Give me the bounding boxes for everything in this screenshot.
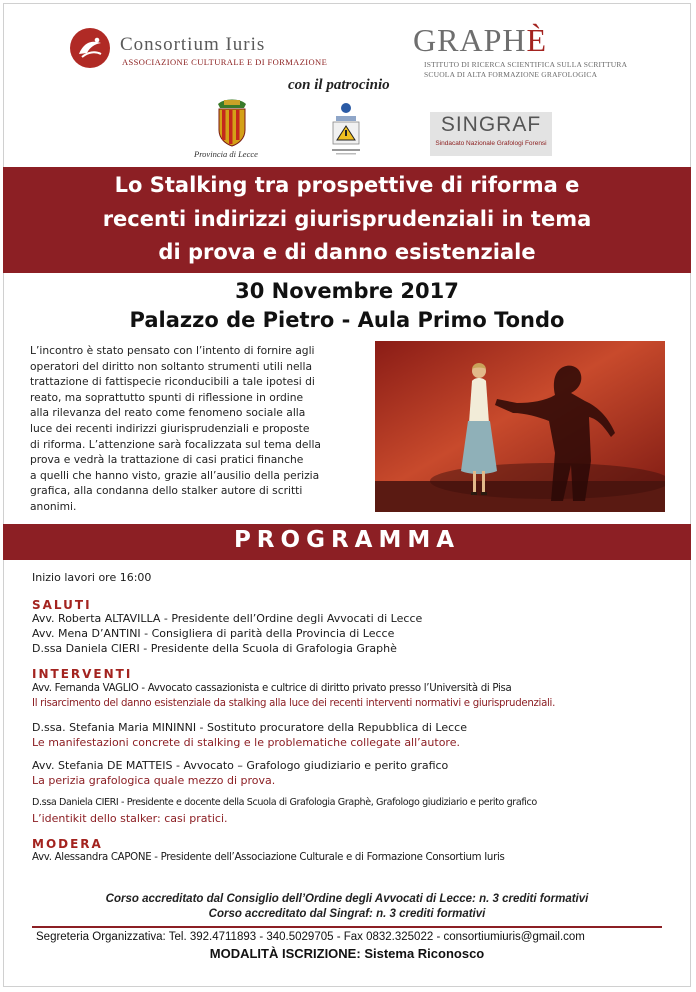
event-title-line-3: di prova e di danno esistenziale	[158, 240, 536, 264]
registration-mode-label: MODALITÀ ISCRIZIONE:	[209, 946, 361, 961]
graphe-subtitle-2: SCUOLA DI ALTA FORMAZIONE GRAFOLOGICA	[424, 70, 598, 79]
intervento-topic: La perizia grafologica quale mezzo di prova.	[32, 774, 276, 787]
intro-line: anonimi.	[30, 499, 77, 513]
registration-mode-value: Sistema Riconosco	[364, 946, 485, 961]
intervento-topic: Le manifestazioni concrete di stalking e le problematiche collegate all’autore.	[32, 736, 460, 749]
intro-line: operatori del diritto non soltanto strumenti utili nella	[30, 359, 313, 373]
graphe-subtitle-1: ISTITUTO DI RICERCA SCIENTIFICA SULLA SCRITTURA	[424, 60, 628, 69]
singraf-name: SINGRAF	[440, 113, 542, 136]
intro-line: trattazione di fattispecie riconducibili a tale ipotesi di	[30, 375, 315, 389]
graphe-name-accent: È	[526, 22, 548, 58]
singraf-subtitle: Sindacato Nazionale Grafologi Forensi	[435, 140, 547, 147]
saluti-heading: SALUTI	[32, 598, 92, 612]
event-venue: Palazzo de Pietro - Aula Primo Tondo	[129, 308, 565, 332]
accreditation-line-1: Corso accreditato dal Consiglio dell’Ordine degli Avvocati di Lecce: n. 3 crediti formativi	[105, 893, 589, 905]
interventi-heading: INTERVENTI	[32, 667, 133, 681]
intervento-speaker: Avv. Stefania DE MATTEIS - Avvocato – Grafologo giudiziario e perito grafico	[32, 759, 449, 772]
programma-title: PROGRAMMA	[233, 527, 461, 553]
intervento-speaker: D.ssa. Stefania Maria MININNI - Sostituto procuratore della Repubblica di Lecce	[32, 721, 467, 734]
graphe-logo	[413, 22, 547, 59]
graphe-name-main: GRAPH	[413, 22, 527, 58]
intervento-topic: L’identikit dello stalker: casi pratici.	[32, 812, 228, 825]
consortium-iuris-subtitle: ASSOCIAZIONE CULTURALE E DI FORMAZIONE	[122, 57, 328, 67]
saluti-item: Avv. Mena D’ANTINI - Consigliera di parità della Provincia di Lecce	[32, 627, 395, 640]
footer-divider	[32, 926, 662, 928]
intro-line: di riforma. L’attenzione sarà focalizzata sul tema della	[30, 437, 321, 451]
saluti-item: Avv. Roberta ALTAVILLA - Presidente dell’Ordine degli Avvocati di Lecce	[32, 612, 423, 625]
ordine-avvocati-emblem-icon	[330, 100, 362, 158]
event-date: 30 Novembre 2017	[235, 279, 459, 303]
modera-item: Avv. Alessandra CAPONE - Presidente dell’Associazione Culturale e di Formazione Consortium Iuris	[32, 852, 505, 863]
intro-line: reato, ma soprattutto spunti di riflessione in ordine	[30, 390, 304, 404]
consortium-iuris-logo-icon	[70, 28, 110, 68]
intervento-speaker: D.ssa Daniela CIERI - Presidente e docente della Scuola di Grafologia Graphè, Grafologo giudiziario e perito grafico	[32, 797, 537, 808]
registration-mode	[3, 946, 691, 961]
intervento-speaker: Avv. Fernanda VAGLIO - Avvocato cassazionista e cultrice di diritto privato presso l’Università di Pisa	[32, 683, 512, 694]
modera-heading: MODERA	[32, 837, 103, 851]
start-time: Inizio lavori ore 16:00	[32, 571, 152, 584]
intro-line: alla rilevanza del reato come fenomeno sociale alla	[30, 406, 306, 420]
intro-line: prova e vedrà la trattazione di casi pratici finanche	[30, 453, 304, 467]
consortium-iuris-name: Consortium Iuris	[120, 34, 266, 55]
intro-line: a quelli che hanno visto, grazie all’ausilio della perizia	[30, 468, 320, 482]
intro-line: grafica, alla condanna dello stalker autore di scritti	[30, 484, 303, 498]
saluti-item: D.ssa Daniela CIERI - Presidente della Scuola di Grafologia Graphè	[32, 642, 397, 655]
contact-info: Segreteria Organizzativa: Tel. 392.4711893 - 340.5029705 - Fax 0832.325022 - consortiumiuris@gmail.com	[36, 931, 585, 943]
accreditation-line-2: Corso accreditato dal Singraf: n. 3 crediti formativi	[208, 908, 486, 920]
provincia-lecce-emblem-icon	[214, 98, 250, 148]
stalking-illustration	[375, 341, 665, 512]
intro-line: luce dei recenti indirizzi giurisprudenziali e proposte	[30, 421, 310, 435]
event-title-line-2: recenti indirizzi giurisprudenziali in tema	[102, 207, 592, 231]
intro-paragraph	[30, 343, 370, 515]
event-title-line-1: Lo Stalking tra prospettive di riforma e	[114, 173, 580, 197]
provincia-lecce-label: Provincia di Lecce	[194, 149, 258, 159]
intro-line: L’incontro è stato pensato con l’intento di fornire agli	[30, 344, 315, 357]
intervento-topic: Il risarcimento del danno esistenziale da stalking alla luce dei recenti interventi normativi e giurisprudenziali.	[32, 698, 556, 709]
patrocinio-label: con il patrocinio	[288, 77, 390, 93]
